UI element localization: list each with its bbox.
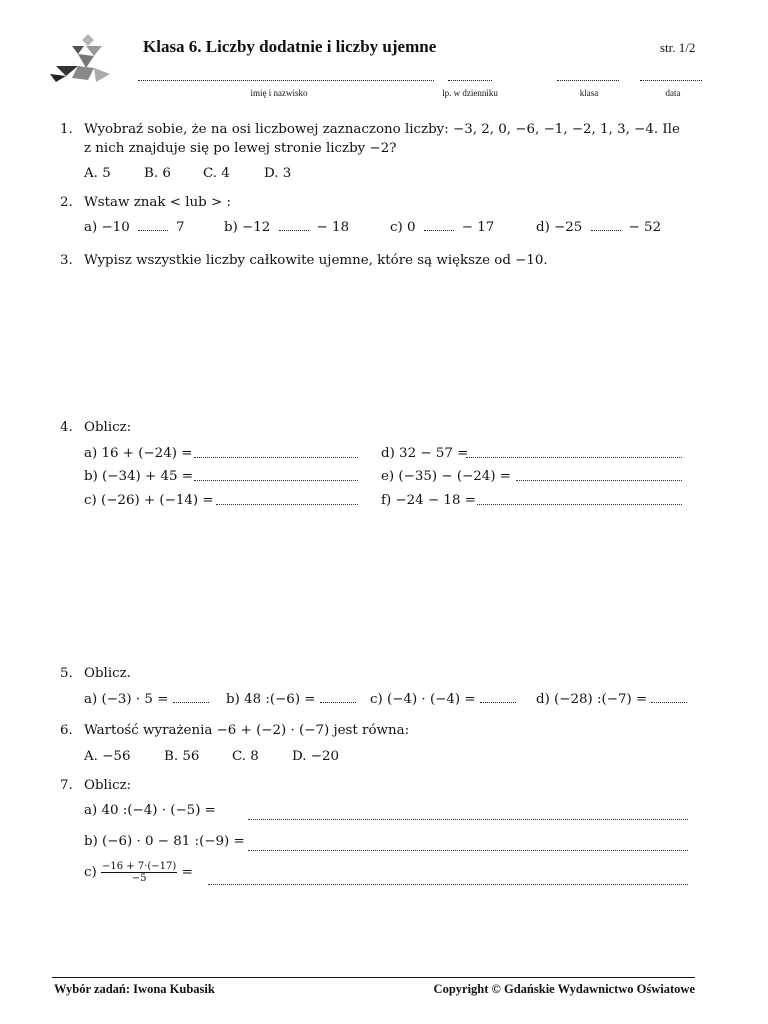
q7-fraction: $\frac{-16 + 7\cdot(-17)}{-5}$ xyxy=(102,861,177,884)
q6-option-c[interactable]: C. 8 xyxy=(232,749,259,764)
page-title: Klasa 6. Liczby dodatnie i liczby ujemne xyxy=(143,37,437,56)
q5-item-a: a) (−3) · 5 = xyxy=(84,692,209,707)
page-number: str. 1/2 xyxy=(660,40,696,55)
q1-option-d[interactable]: D. 3 xyxy=(264,166,292,181)
register-number-field[interactable] xyxy=(448,80,492,81)
class-field[interactable] xyxy=(557,80,619,81)
q4-item-c: c) (−26) + (−14) = xyxy=(84,493,214,508)
q2-item-c: c) 0 − 17 xyxy=(390,220,495,235)
footer-divider xyxy=(52,977,695,978)
q5-answer-a[interactable] xyxy=(173,692,209,703)
q6-number: 6. xyxy=(60,723,73,738)
class-field-label: klasa xyxy=(579,88,599,98)
q1-option-c[interactable]: C. 4 xyxy=(203,166,230,181)
date-field[interactable] xyxy=(640,80,702,81)
q2-item-d: d) −25 − 52 xyxy=(536,220,662,235)
q4-item-d: d) 32 − 57 = xyxy=(381,446,469,461)
q4-answer-d[interactable] xyxy=(466,457,682,458)
name-field[interactable] xyxy=(138,80,434,81)
q7-text: Oblicz: xyxy=(84,778,132,793)
q5-answer-c[interactable] xyxy=(480,692,516,703)
q5-item-d: d) (−28) :(−7) = xyxy=(536,692,687,707)
q6-option-b[interactable]: B. 56 xyxy=(164,749,200,764)
publisher-logo xyxy=(48,32,116,88)
q4-item-b: b) (−34) + 45 = xyxy=(84,469,194,484)
q1-number: 1. xyxy=(60,122,73,137)
q5-answer-d[interactable] xyxy=(651,692,687,703)
q3-text: Wypisz wszystkie liczby całkowite ujemne, które są większe od −10. xyxy=(84,253,548,268)
q4-answer-b[interactable] xyxy=(194,480,358,481)
name-field-label: imię i nazwisko xyxy=(250,88,308,98)
q2-answer-c[interactable] xyxy=(424,220,454,231)
q4-answer-c[interactable] xyxy=(216,504,358,505)
q2-answer-b[interactable] xyxy=(279,220,309,231)
q6-option-d[interactable]: D. −20 xyxy=(292,749,340,764)
q2-text: Wstaw znak < lub > : xyxy=(84,195,231,210)
q6-text: Wartość wyrażenia −6 + (−2) · (−7) jest równa: xyxy=(84,723,410,738)
q1-text-line2: z nich znajduje się po lewej stronie liczby −2? xyxy=(84,141,397,156)
q7-item-b: b) (−6) · 0 − 81 :(−9) = xyxy=(84,834,245,849)
q4-item-a: a) 16 + (−24) = xyxy=(84,446,193,461)
q1-option-b[interactable]: B. 6 xyxy=(144,166,171,181)
q7-answer-c[interactable] xyxy=(208,884,688,885)
q4-answer-f[interactable] xyxy=(477,504,682,505)
q1-option-a[interactable]: A. 5 xyxy=(84,166,111,181)
footer-copyright: Copyright © Gdańskie Wydawnictwo Oświatowe xyxy=(433,982,695,996)
q7-number: 7. xyxy=(60,778,73,793)
footer-author: Wybór zadań: Iwona Kubasik xyxy=(54,982,215,996)
q2-answer-d[interactable] xyxy=(591,220,621,231)
q5-answer-b[interactable] xyxy=(320,692,356,703)
q1-text-line1: Wyobraź sobie, że na osi liczbowej zaznaczono liczby: −3, 2, 0, −6, −1, −2, 1, 3, −4. Ile xyxy=(84,122,680,137)
q4-answer-e[interactable] xyxy=(516,480,682,481)
q2-answer-a[interactable] xyxy=(138,220,168,231)
q2-item-a: a) −10 7 xyxy=(84,220,185,235)
q7-answer-b[interactable] xyxy=(248,850,688,851)
q7-item-a: a) 40 :(−4) · (−5) = xyxy=(84,803,216,818)
q7-answer-a[interactable] xyxy=(248,819,688,820)
q5-item-c: c) (−4) · (−4) = xyxy=(370,692,516,707)
date-field-label: data xyxy=(665,88,681,98)
q4-number: 4. xyxy=(60,420,73,435)
q4-item-f: f) −24 − 18 = xyxy=(381,493,476,508)
q4-answer-a[interactable] xyxy=(194,457,358,458)
q2-item-b: b) −12 − 18 xyxy=(224,220,350,235)
q2-number: 2. xyxy=(60,195,73,210)
q4-item-e: e) (−35) − (−24) = xyxy=(381,469,512,484)
q7-item-c: c) $\frac{-16 + 7\cdot(-17)}{-5}$ = xyxy=(84,861,193,884)
q4-text: Oblicz: xyxy=(84,420,132,435)
q5-item-b: b) 48 :(−6) = xyxy=(226,692,356,707)
register-number-label: lp. w dzienniku xyxy=(442,88,498,98)
q5-text: Oblicz. xyxy=(84,666,131,681)
q6-option-a[interactable]: A. −56 xyxy=(84,749,131,764)
q3-number: 3. xyxy=(60,253,73,268)
q5-number: 5. xyxy=(60,666,73,681)
